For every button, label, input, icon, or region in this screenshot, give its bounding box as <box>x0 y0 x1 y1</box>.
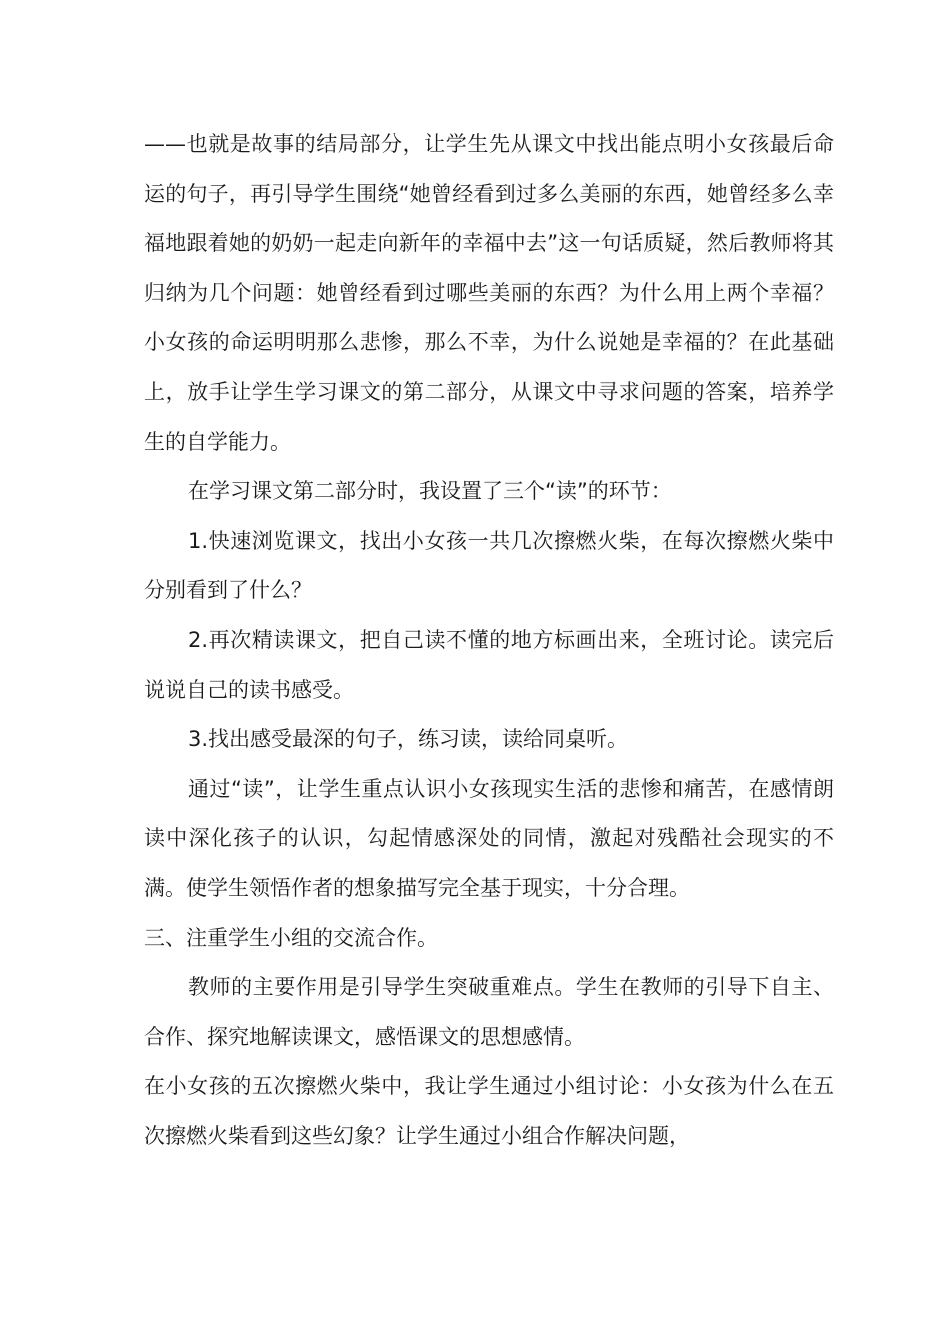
paragraph-three-readings-intro: 在学习课文第二部分时，我设置了三个“读”的环节： <box>188 479 672 504</box>
paragraph-reading-step-2: 2.再次精读课文，把自己读不懂的地方标画出来，全班讨论。读完后说说自己的读书感受。 <box>144 627 834 702</box>
paragraph-story-ending: ——也就是故事的结局部分，让学生先从课文中找出能点明小女孩最后命运的句子，再引导学生围绕“她曾经看到过多么美丽的东西，她曾经多么幸福地跟着她的奶奶一起走向新年的幸福中去”这一句话质疑，然后教师将其归纳为几个问题：她曾经看到过哪些美丽的东西？为什么用上两个幸福？小女孩的命运明明那么悲惨，那么不幸，为什么说她是幸福的？在此基础上，放手让学生学习课文的第二部分，从课文中寻求问题的答案，培养学生的自学能力。 <box>144 132 834 454</box>
section-heading-group-cooperation: 三、注重学生小组的交流合作。 <box>144 925 438 950</box>
paragraph-group-discussion: 在小女孩的五次擦燃火柴中，我让学生通过小组讨论：小女孩为什么在五次擦燃火柴看到这些幻象？让学生通过小组合作解决问题， <box>144 1074 834 1148</box>
paragraph-reading-step-1: 1.快速浏览课文，找出小女孩一共几次擦燃火柴，在每次擦燃火柴中分别看到了什么？ <box>144 528 834 603</box>
paragraph-reading-purpose: 通过“读”，让学生重点认识小女孩现实生活的悲惨和痛苦，在感情朗读中深化孩子的认识，勾起情感深处的同情，激起对残酷社会现实的不满。使学生领悟作者的想象描写完全基于现实，十分合理。 <box>144 776 834 900</box>
body-text <box>144 120 834 1161</box>
paragraph-teacher-role: 教师的主要作用是引导学生突破重难点。学生在教师的引导下自主、合作、探究地解读课文，感悟课文的思想感情。 <box>144 975 834 1049</box>
paragraph-reading-step-3: 3.找出感受最深的句子，练习读，读给同桌听。 <box>188 727 629 752</box>
